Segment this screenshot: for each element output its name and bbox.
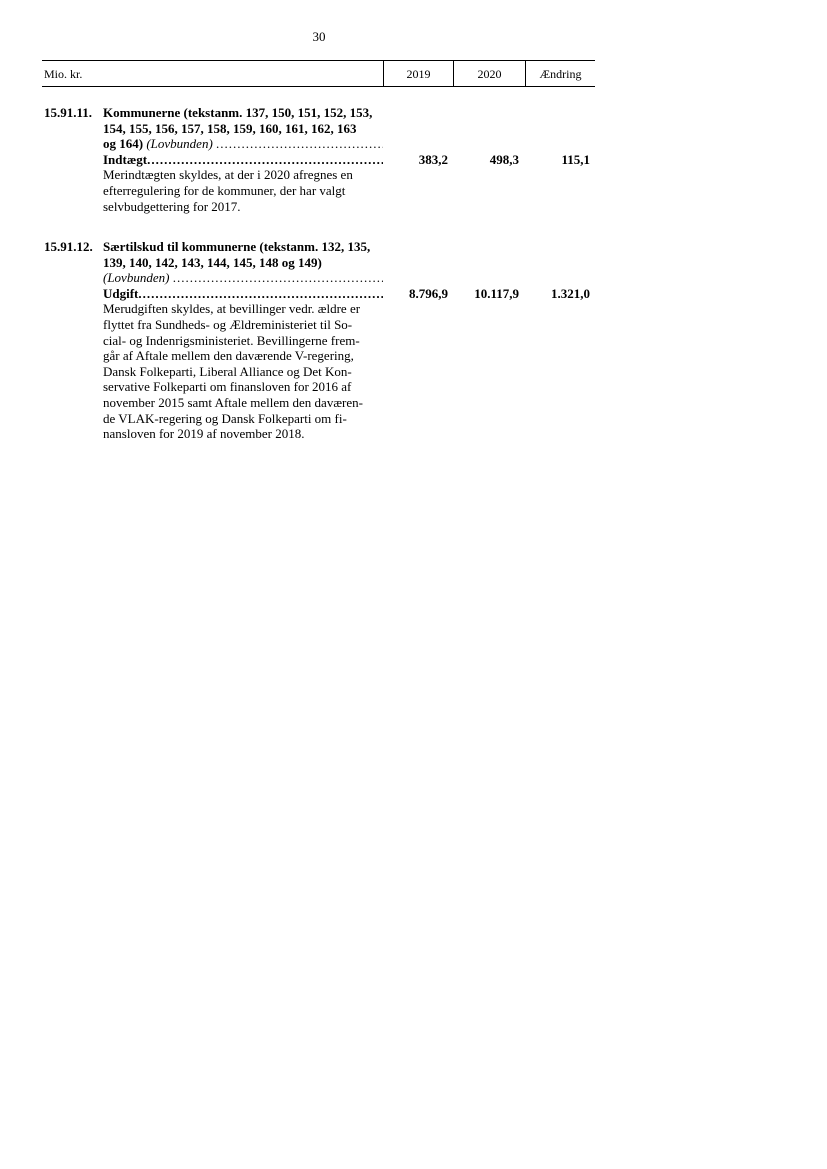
- description-line: servative Folkeparti om finansloven for 2016 af: [103, 379, 352, 395]
- description-line: Merudgiften skyldes, at bevillinger vedr. ældre er: [103, 301, 361, 317]
- law-line: [103, 270, 383, 286]
- description-line: Merindtægten skyldes, at der i 2020 afregnes en: [103, 167, 353, 183]
- change-header: Ændring: [525, 61, 595, 86]
- description-line: november 2015 samt Aftale mellem den daværen-: [103, 394, 363, 410]
- value-2020: 498,3: [489, 151, 519, 167]
- dot-leader: [216, 136, 383, 152]
- kind-line: [103, 286, 383, 302]
- dot-leader: [138, 286, 383, 302]
- entry-title-line: 154, 155, 156, 157, 158, 159, 160, 161, 162, 163: [103, 120, 357, 136]
- value-change: 1.321,0: [551, 285, 590, 301]
- description-line: selvbudgettering for 2017.: [103, 198, 241, 214]
- law-label: (Lovbunden): [103, 270, 170, 286]
- entry-title-text: og 164): [103, 136, 144, 152]
- description-line: flyttet fra Sundheds- og Ældreministeriet til So-: [103, 316, 353, 332]
- description-line: de VLAK-regering og Dansk Folkeparti om fi-: [103, 410, 347, 426]
- entry-title-line: Særtilskud til kommunerne (tekstanm. 132, 135,: [103, 239, 371, 254]
- value-2019: 383,2: [418, 151, 448, 167]
- account-number: 15.91.11.: [44, 105, 93, 120]
- entry-title-line: [103, 136, 383, 152]
- dot-leader: [147, 152, 383, 168]
- kind-label: Indtægt: [103, 151, 148, 167]
- page-number: 30: [312, 29, 326, 44]
- account-number: 15.91.12.: [44, 239, 93, 254]
- law-label: (Lovbunden): [146, 136, 213, 152]
- entry-text: [103, 239, 383, 442]
- unit-header: Mio. kr.: [44, 67, 83, 81]
- value-2019: 8.796,9: [409, 285, 448, 301]
- table-header: [42, 60, 595, 87]
- entry-title-line: Kommunerne (tekstanm. 137, 150, 151, 152, 153,: [103, 105, 373, 120]
- year-2020-header: 2020: [453, 61, 525, 86]
- description-line: går af Aftale mellem den daværende V-regering,: [103, 348, 354, 364]
- description-line: efterregulering for de kommuner, der har valgt: [103, 182, 346, 198]
- description-line: nansloven for 2019 af november 2018.: [103, 426, 305, 442]
- entry-text: [103, 105, 383, 214]
- description-line: Dansk Folkeparti, Liberal Alliance og Det Kon-: [103, 363, 352, 379]
- kind-label: Udgift: [103, 285, 139, 301]
- value-2020: 10.117,9: [474, 285, 519, 301]
- kind-line: [103, 152, 383, 168]
- description-line: cial- og Indenrigsministeriet. Bevillingerne frem-: [103, 332, 360, 348]
- dot-leader: [173, 270, 383, 286]
- entry-title-line: 139, 140, 142, 143, 144, 145, 148 og 149): [103, 254, 322, 270]
- value-change: 115,1: [561, 151, 590, 167]
- year-2019-header: 2019: [383, 61, 453, 86]
